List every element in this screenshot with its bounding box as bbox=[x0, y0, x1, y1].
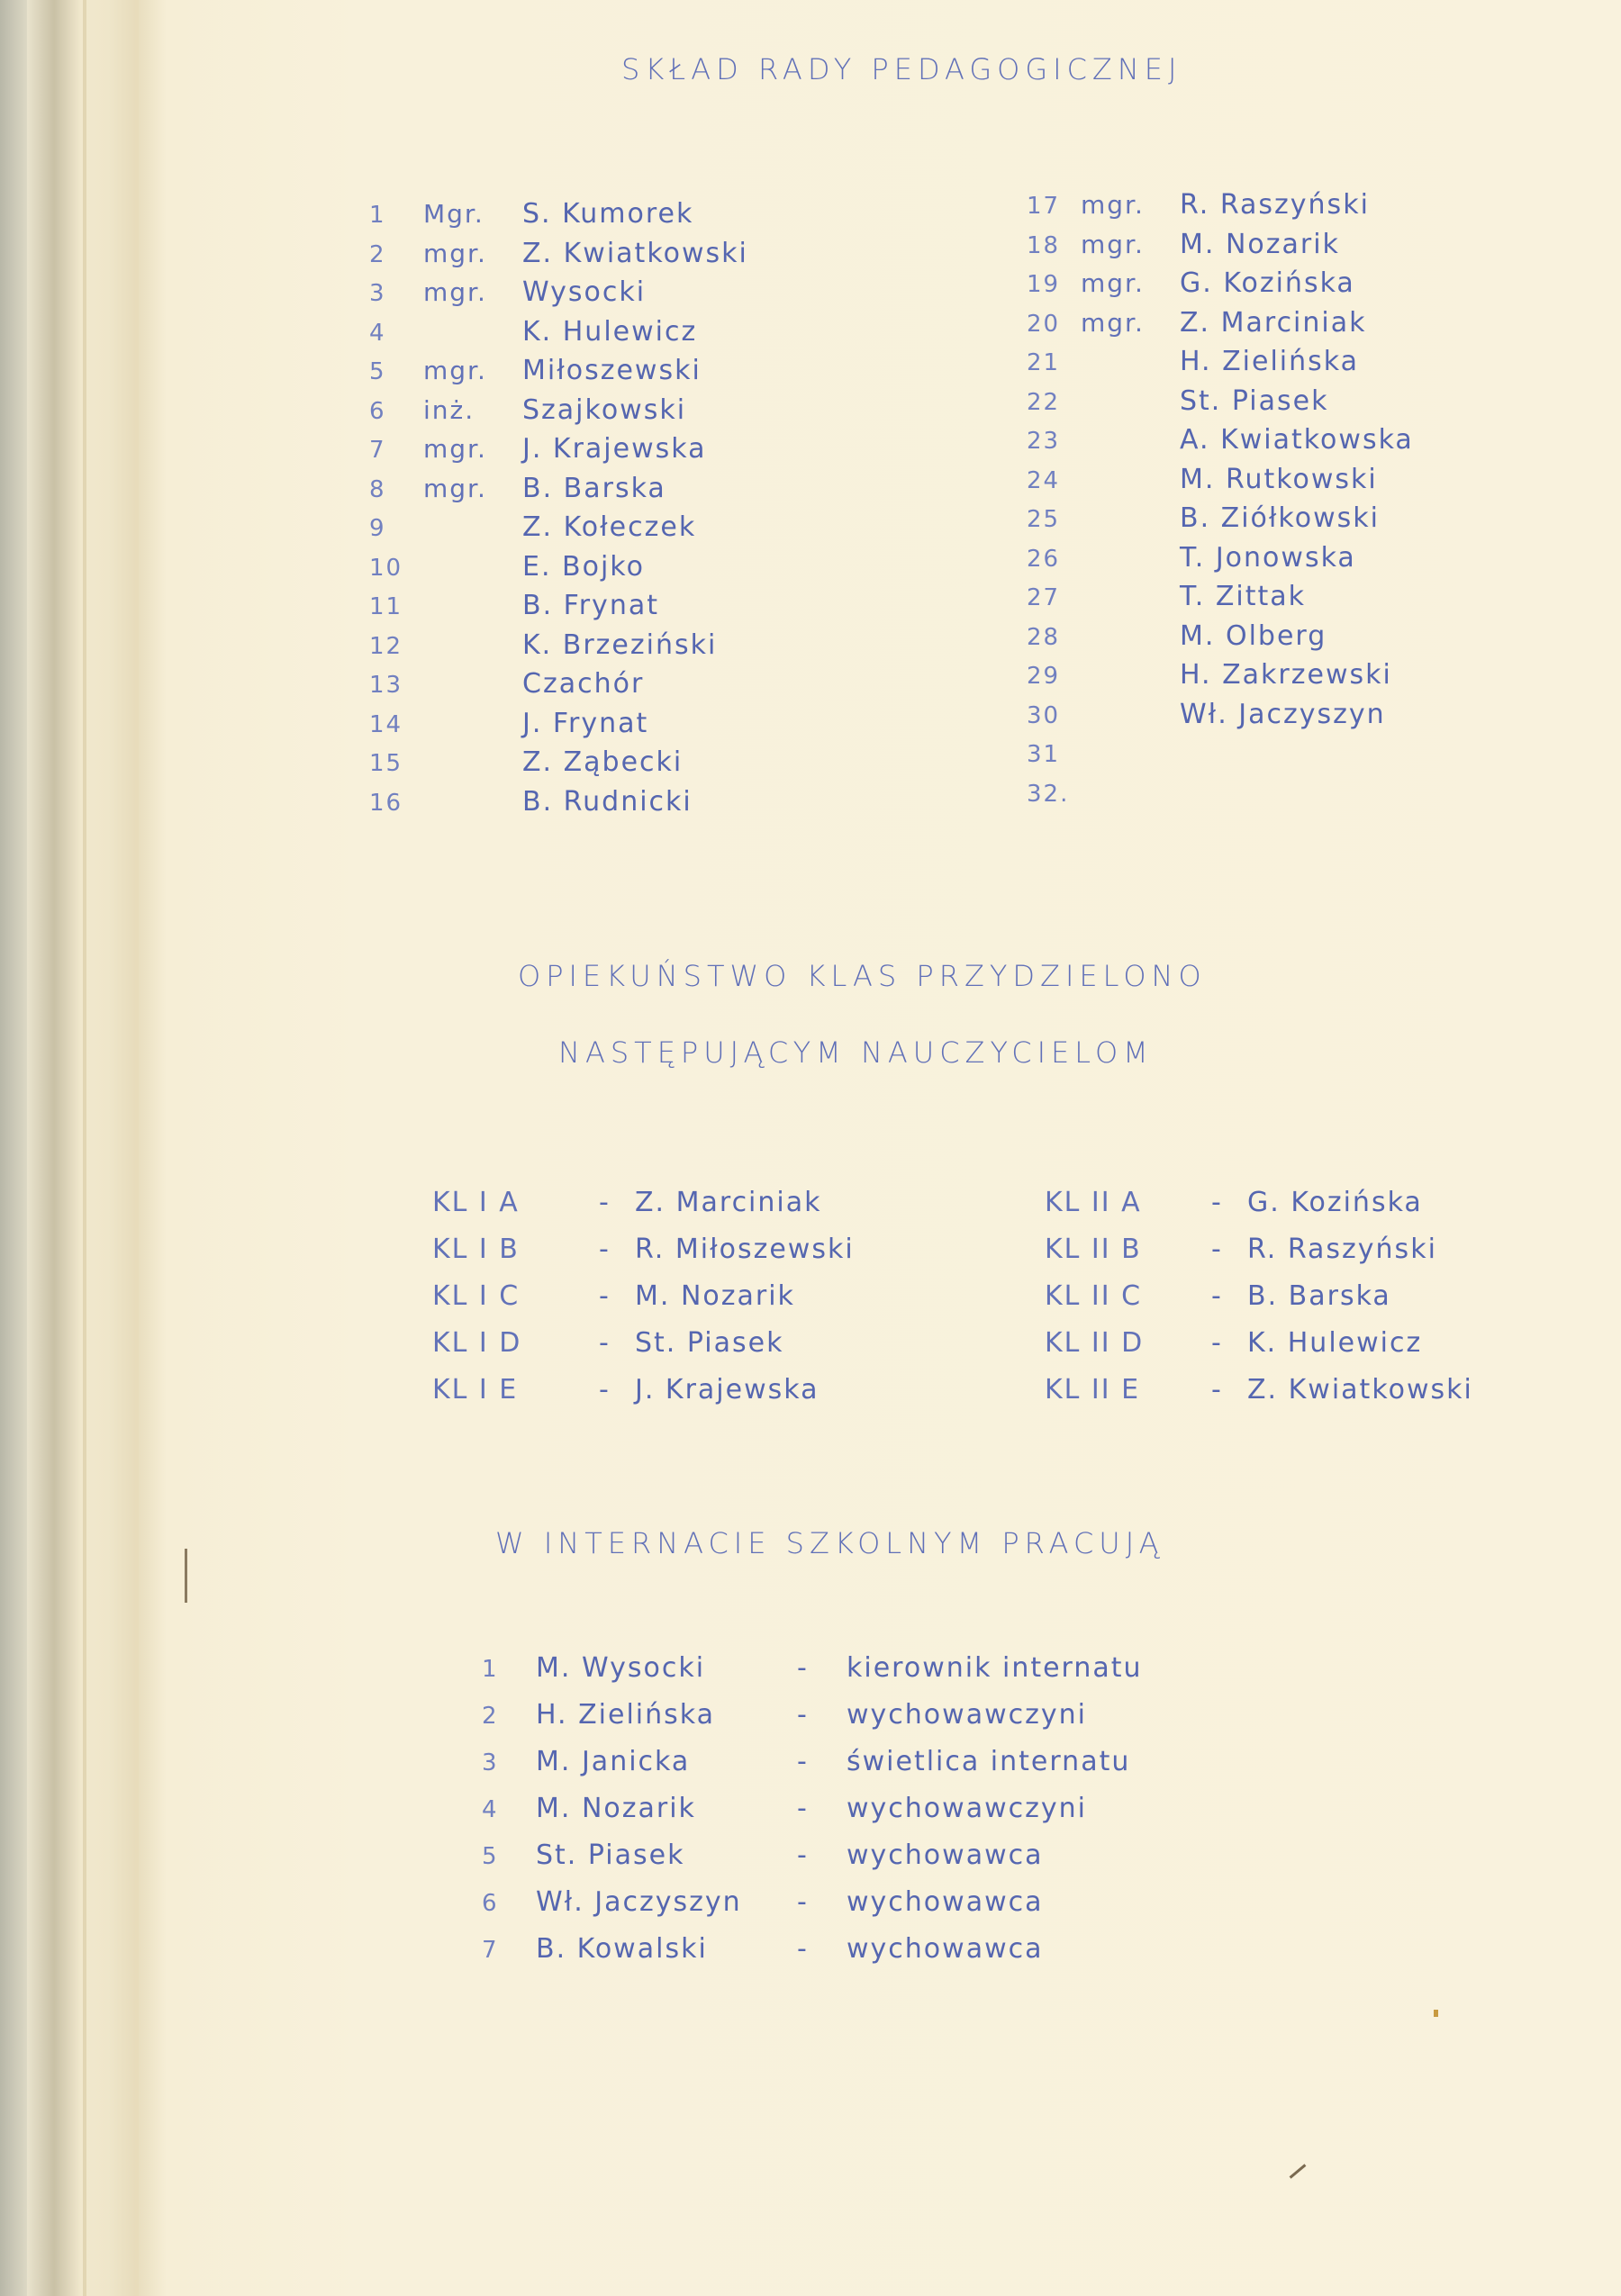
member-number: 18 bbox=[1027, 231, 1061, 259]
member-number: 10 bbox=[369, 554, 403, 582]
council-member-row bbox=[1027, 737, 1180, 769]
member-title: mgr. bbox=[423, 473, 487, 503]
member-name: Szajkowski bbox=[522, 393, 687, 426]
member-name: E. Bojko bbox=[522, 550, 645, 583]
staff-name: H. Zielińska bbox=[536, 1699, 715, 1731]
member-name: M. Nozarik bbox=[1180, 228, 1340, 260]
class-assignment-row bbox=[1045, 1327, 1422, 1359]
council-member-row bbox=[1027, 307, 1367, 339]
member-name: J. Krajewska bbox=[522, 433, 707, 465]
class-label: KL I A bbox=[432, 1187, 520, 1218]
member-name: Z. Marciniak bbox=[1180, 306, 1367, 339]
staff-role: wychowawczyni bbox=[847, 1793, 1087, 1824]
class-label: KL I E bbox=[432, 1374, 519, 1406]
class-label: KL II C bbox=[1045, 1280, 1143, 1312]
class-label: KL II E bbox=[1045, 1374, 1141, 1406]
member-name: G. Kozińska bbox=[1180, 267, 1355, 299]
member-number: 27 bbox=[1027, 584, 1061, 611]
member-title: mgr. bbox=[423, 356, 487, 385]
member-name: R. Raszyński bbox=[1180, 189, 1370, 221]
paper-mark bbox=[1290, 2164, 1307, 2178]
member-name: Czachór bbox=[522, 668, 645, 700]
dormitory-staff-row bbox=[482, 1652, 1143, 1684]
dash-separator: - bbox=[797, 1652, 809, 1684]
dash-separator: - bbox=[797, 1746, 809, 1777]
council-member-row bbox=[1027, 777, 1180, 809]
council-member-row bbox=[1027, 699, 1386, 730]
council-member-row bbox=[369, 668, 644, 700]
member-title: inż. bbox=[423, 394, 475, 425]
council-member-row bbox=[369, 198, 693, 230]
class-assignment-row bbox=[432, 1187, 822, 1218]
dash-separator: - bbox=[599, 1374, 611, 1406]
council-member-row bbox=[369, 316, 697, 348]
member-number: 32. bbox=[1027, 780, 1070, 808]
paper-mark bbox=[1434, 2010, 1438, 2017]
staff-number: 5 bbox=[482, 1843, 499, 1870]
council-member-row bbox=[1027, 346, 1359, 377]
dash-separator: - bbox=[797, 1933, 809, 1965]
dormitory-title: W INTERNACIE SZKOLNYM PRACUJĄ bbox=[495, 1526, 1164, 1560]
dash-separator: - bbox=[797, 1793, 809, 1824]
class-label: KL II D bbox=[1045, 1327, 1145, 1359]
member-title: mgr. bbox=[1081, 190, 1145, 220]
member-number: 25 bbox=[1027, 506, 1061, 533]
member-name: Z. Kołeczek bbox=[522, 511, 697, 543]
dash-separator: - bbox=[1211, 1374, 1223, 1406]
member-name: B. Frynat bbox=[522, 590, 659, 621]
member-number: 30 bbox=[1027, 701, 1061, 729]
staff-number: 7 bbox=[482, 1937, 499, 1964]
guardianship-title-2: NASTĘPUJĄCYM NAUCZYCIELOM bbox=[558, 1035, 1154, 1070]
class-assignment-row bbox=[1045, 1374, 1473, 1406]
dash-separator: - bbox=[797, 1840, 809, 1871]
dash-separator: - bbox=[1211, 1327, 1223, 1359]
staff-name: M. Nozarik bbox=[536, 1793, 696, 1824]
member-name: Z. Ząbecki bbox=[522, 746, 684, 778]
class-label: KL I D bbox=[432, 1327, 522, 1359]
member-name: T. Jonowska bbox=[1180, 541, 1356, 574]
council-member-row bbox=[1027, 267, 1355, 299]
staff-number: 4 bbox=[482, 1796, 499, 1823]
member-number: 6 bbox=[369, 397, 386, 425]
member-number: 13 bbox=[369, 672, 403, 699]
member-title: mgr. bbox=[423, 277, 487, 307]
teacher-name: K. Hulewicz bbox=[1247, 1327, 1423, 1359]
council-member-row bbox=[369, 551, 645, 583]
staff-name: B. Kowalski bbox=[536, 1933, 708, 1965]
member-number: 31 bbox=[1027, 741, 1061, 768]
dash-separator: - bbox=[599, 1327, 611, 1359]
teacher-name: R. Miłoszewski bbox=[635, 1234, 855, 1265]
dash-separator: - bbox=[797, 1886, 809, 1918]
class-assignment-row bbox=[1045, 1280, 1391, 1312]
member-name: T. Zittak bbox=[1180, 581, 1307, 612]
council-member-row bbox=[1027, 581, 1306, 612]
council-member-row bbox=[369, 238, 748, 269]
member-number: 4 bbox=[369, 319, 386, 347]
member-number: 14 bbox=[369, 710, 403, 738]
member-number: 11 bbox=[369, 593, 403, 620]
member-number: 12 bbox=[369, 632, 403, 660]
member-number: 3 bbox=[369, 280, 386, 307]
member-number: 5 bbox=[369, 358, 386, 385]
member-name: S. Kumorek bbox=[522, 198, 694, 230]
staff-number: 1 bbox=[482, 1656, 499, 1683]
member-title: mgr. bbox=[1081, 307, 1145, 338]
member-name: B. Rudnicki bbox=[522, 785, 693, 818]
member-name: K. Hulewicz bbox=[522, 315, 698, 348]
class-label: KL I C bbox=[432, 1280, 521, 1312]
member-name: H. Zielińska bbox=[1180, 346, 1359, 377]
class-label: KL II B bbox=[1045, 1234, 1142, 1265]
council-member-row bbox=[369, 473, 666, 504]
member-number: 22 bbox=[1027, 388, 1061, 416]
member-name: Wysocki bbox=[522, 276, 647, 308]
page-edge-line bbox=[135, 0, 139, 2296]
member-name: M. Olberg bbox=[1180, 619, 1327, 652]
staff-name: M. Wysocki bbox=[536, 1652, 706, 1684]
council-member-row bbox=[1027, 464, 1378, 495]
dormitory-staff-row bbox=[482, 1886, 1044, 1918]
dash-separator: - bbox=[599, 1187, 611, 1218]
member-name: A. Kwiatkowska bbox=[1180, 424, 1414, 456]
dormitory-staff-row bbox=[482, 1746, 1130, 1777]
class-label: KL II A bbox=[1045, 1187, 1142, 1218]
council-member-row bbox=[1027, 385, 1329, 417]
dash-separator: - bbox=[599, 1234, 611, 1265]
teacher-name: Z. Kwiatkowski bbox=[1247, 1374, 1473, 1406]
member-name: H. Zakrzewski bbox=[1180, 659, 1392, 691]
member-number: 15 bbox=[369, 750, 403, 777]
dash-separator: - bbox=[1211, 1234, 1223, 1265]
member-name: Z. Kwiatkowski bbox=[522, 237, 748, 269]
paper-mark bbox=[185, 1549, 187, 1603]
staff-number: 3 bbox=[482, 1749, 499, 1776]
council-member-row bbox=[1027, 502, 1380, 534]
member-title: mgr. bbox=[423, 434, 487, 464]
dormitory-staff-row bbox=[482, 1699, 1087, 1731]
council-member-row bbox=[1027, 424, 1414, 456]
teacher-name: Z. Marciniak bbox=[635, 1187, 822, 1218]
dormitory-staff-row bbox=[482, 1793, 1087, 1824]
staff-name: Wł. Jaczyszyn bbox=[536, 1886, 742, 1918]
council-member-row bbox=[369, 786, 693, 818]
member-number: 1 bbox=[369, 202, 386, 229]
staff-name: St. Piasek bbox=[536, 1840, 685, 1871]
member-number: 24 bbox=[1027, 466, 1061, 494]
member-number: 2 bbox=[369, 240, 386, 268]
council-member-row bbox=[1027, 189, 1370, 221]
page-edge-line bbox=[83, 0, 86, 2296]
dash-separator: - bbox=[599, 1280, 611, 1312]
council-member-row bbox=[369, 708, 648, 739]
staff-name: M. Janicka bbox=[536, 1746, 691, 1777]
council-member-row bbox=[1027, 229, 1340, 260]
staff-role: wychowawca bbox=[847, 1933, 1044, 1965]
council-member-row bbox=[369, 394, 686, 426]
staff-number: 2 bbox=[482, 1703, 499, 1730]
council-member-row bbox=[1027, 620, 1327, 652]
council-member-row bbox=[369, 433, 707, 465]
member-title: mgr. bbox=[423, 238, 487, 268]
member-number: 7 bbox=[369, 437, 386, 464]
guardianship-title-1: OPIEKUŃSTWO KLAS PRZYDZIELONO bbox=[518, 959, 1207, 993]
member-number: 21 bbox=[1027, 349, 1061, 376]
member-name: Wł. Jaczyszyn bbox=[1180, 698, 1386, 730]
teacher-name: G. Kozińska bbox=[1247, 1187, 1423, 1218]
page-edge bbox=[0, 0, 27, 2296]
council-member-row bbox=[369, 276, 646, 308]
dash-separator: - bbox=[1211, 1187, 1223, 1218]
member-name: B. Ziółkowski bbox=[1180, 502, 1380, 534]
member-name: J. Frynat bbox=[522, 707, 649, 739]
member-number: 29 bbox=[1027, 663, 1061, 690]
staff-role: wychowawca bbox=[847, 1886, 1044, 1918]
teacher-name: St. Piasek bbox=[635, 1327, 784, 1359]
staff-role: świetlica internatu bbox=[847, 1746, 1131, 1777]
class-assignment-row bbox=[432, 1280, 795, 1312]
member-number: 9 bbox=[369, 515, 386, 542]
member-name: K. Brzeziński bbox=[522, 628, 718, 661]
dash-separator: - bbox=[797, 1699, 809, 1731]
council-member-row bbox=[369, 590, 659, 621]
dormitory-staff-row bbox=[482, 1933, 1044, 1965]
staff-role: wychowawczyni bbox=[847, 1699, 1087, 1731]
member-number: 23 bbox=[1027, 428, 1061, 455]
staff-role: kierownik internatu bbox=[847, 1652, 1143, 1684]
member-number: 28 bbox=[1027, 623, 1061, 651]
teacher-name: B. Barska bbox=[1247, 1280, 1391, 1312]
member-number: 8 bbox=[369, 475, 386, 503]
member-title: Mgr. bbox=[423, 199, 484, 229]
council-member-row bbox=[1027, 659, 1392, 691]
council-title: SKŁAD RADY PEDAGOGICZNEJ bbox=[621, 52, 1182, 86]
council-member-row bbox=[369, 355, 702, 386]
member-number: 19 bbox=[1027, 271, 1061, 298]
member-number: 16 bbox=[369, 789, 403, 817]
class-assignment-row bbox=[432, 1327, 784, 1359]
member-name: St. Piasek bbox=[1180, 384, 1329, 417]
class-assignment-row bbox=[1045, 1234, 1437, 1265]
member-number: 26 bbox=[1027, 545, 1061, 573]
teacher-name: J. Krajewska bbox=[635, 1374, 820, 1406]
member-name: B. Barska bbox=[522, 472, 666, 504]
class-assignment-row bbox=[1045, 1187, 1423, 1218]
member-number: 17 bbox=[1027, 193, 1061, 220]
member-name: Miłoszewski bbox=[522, 355, 702, 386]
staff-number: 6 bbox=[482, 1890, 499, 1917]
teacher-name: M. Nozarik bbox=[635, 1280, 795, 1312]
class-label: KL I B bbox=[432, 1234, 520, 1265]
member-title: mgr. bbox=[1081, 268, 1145, 298]
dash-separator: - bbox=[1211, 1280, 1223, 1312]
council-member-row bbox=[1027, 542, 1356, 574]
class-assignment-row bbox=[432, 1374, 820, 1406]
council-member-row bbox=[369, 629, 717, 661]
member-name: M. Rutkowski bbox=[1180, 463, 1378, 495]
dormitory-staff-row bbox=[482, 1840, 1044, 1871]
staff-role: wychowawca bbox=[847, 1840, 1044, 1871]
teacher-name: R. Raszyński bbox=[1247, 1234, 1437, 1265]
class-assignment-row bbox=[432, 1234, 855, 1265]
council-member-row bbox=[369, 511, 696, 543]
member-title: mgr. bbox=[1081, 229, 1145, 259]
member-number: 20 bbox=[1027, 310, 1061, 338]
council-member-row bbox=[369, 746, 683, 778]
